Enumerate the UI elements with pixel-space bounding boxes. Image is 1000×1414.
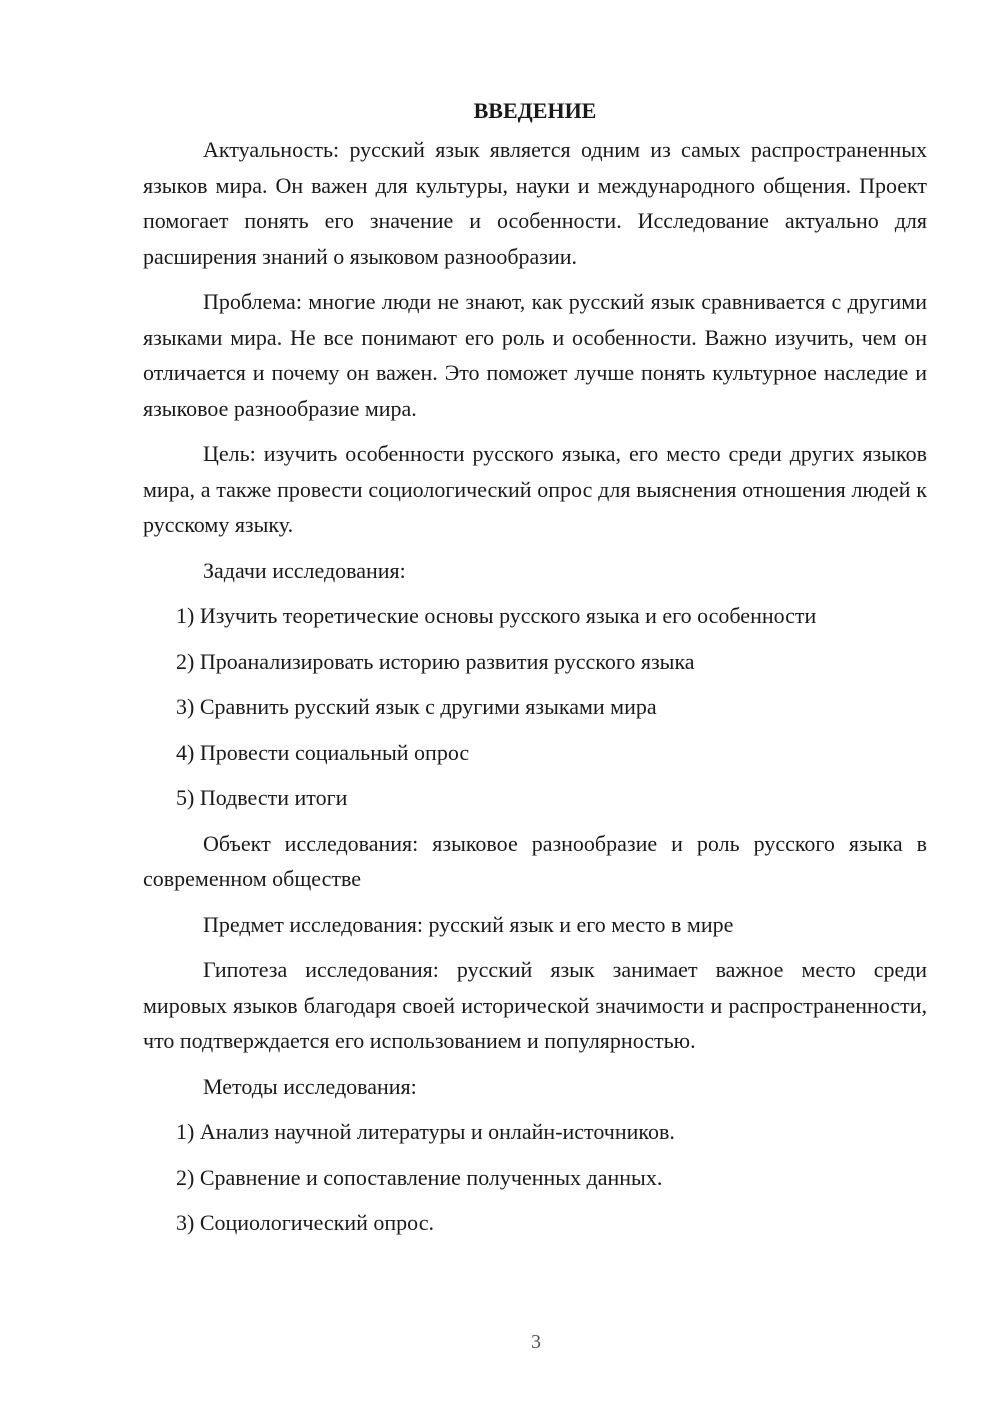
methods-list bbox=[143, 1114, 927, 1241]
list-item: 2) Сравнение и сопоставление полученных данных. bbox=[176, 1164, 663, 1190]
goal-paragraph: Цель: изучить особенности русского языка, его место среди других языков мира, а также провести социологический опрос для выяснения отношения людей к русскому языку. bbox=[143, 441, 927, 537]
list-item: 1) Анализ научной литературы и онлайн-источников. bbox=[176, 1119, 675, 1144]
list-item: 2) Проанализировать историю развития русского языка bbox=[176, 648, 695, 674]
list-item: 4) Провести социальный опрос bbox=[176, 739, 470, 765]
list-item: 5) Подвести итоги bbox=[176, 785, 348, 810]
problem-paragraph: Проблема: многие люди не знают, как русский язык сравнивается с другими языками мира. Не все понимают его роль и особенности. Важно изучить, чем он отличается и почему он важен. Это поможет лучше понять культурное наследие и языковое разнообразие мира. bbox=[143, 289, 927, 421]
methods-label: Методы исследования: bbox=[203, 1073, 417, 1099]
page-number: 3 bbox=[531, 1331, 541, 1353]
section-heading: ВВЕДЕНИЕ bbox=[473, 98, 597, 123]
tasks-label: Задачи исследования: bbox=[203, 557, 406, 583]
subject-paragraph: Предмет исследования: русский язык и его место в мире bbox=[203, 911, 734, 937]
document-page bbox=[143, 93, 927, 1251]
hypothesis-paragraph: Гипотеза исследования: русский язык занимает важное место среди мировых языков благодаря своей исторической значимости и распространенности, что подтверждается его использованием и популярностью. bbox=[143, 957, 927, 1053]
list-item: 1) Изучить теоретические основы русского языка и его особенности bbox=[176, 603, 817, 628]
tasks-list bbox=[143, 598, 927, 816]
object-paragraph: Объект исследования: языковое разнообразие и роль русского языка в современном обществе bbox=[143, 830, 927, 891]
list-item: 3) Социологический опрос. bbox=[176, 1210, 434, 1235]
list-item: 3) Сравнить русский язык с другими языками мира bbox=[176, 694, 657, 719]
relevance-paragraph: Актуальность: русский язык является одним из самых распространенных языков мира. Он важен для культуры, науки и международного общения. Проект помогает понять его значение и особенности. Исследование актуально для расширения знаний о языковом разнообразии. bbox=[143, 137, 927, 269]
